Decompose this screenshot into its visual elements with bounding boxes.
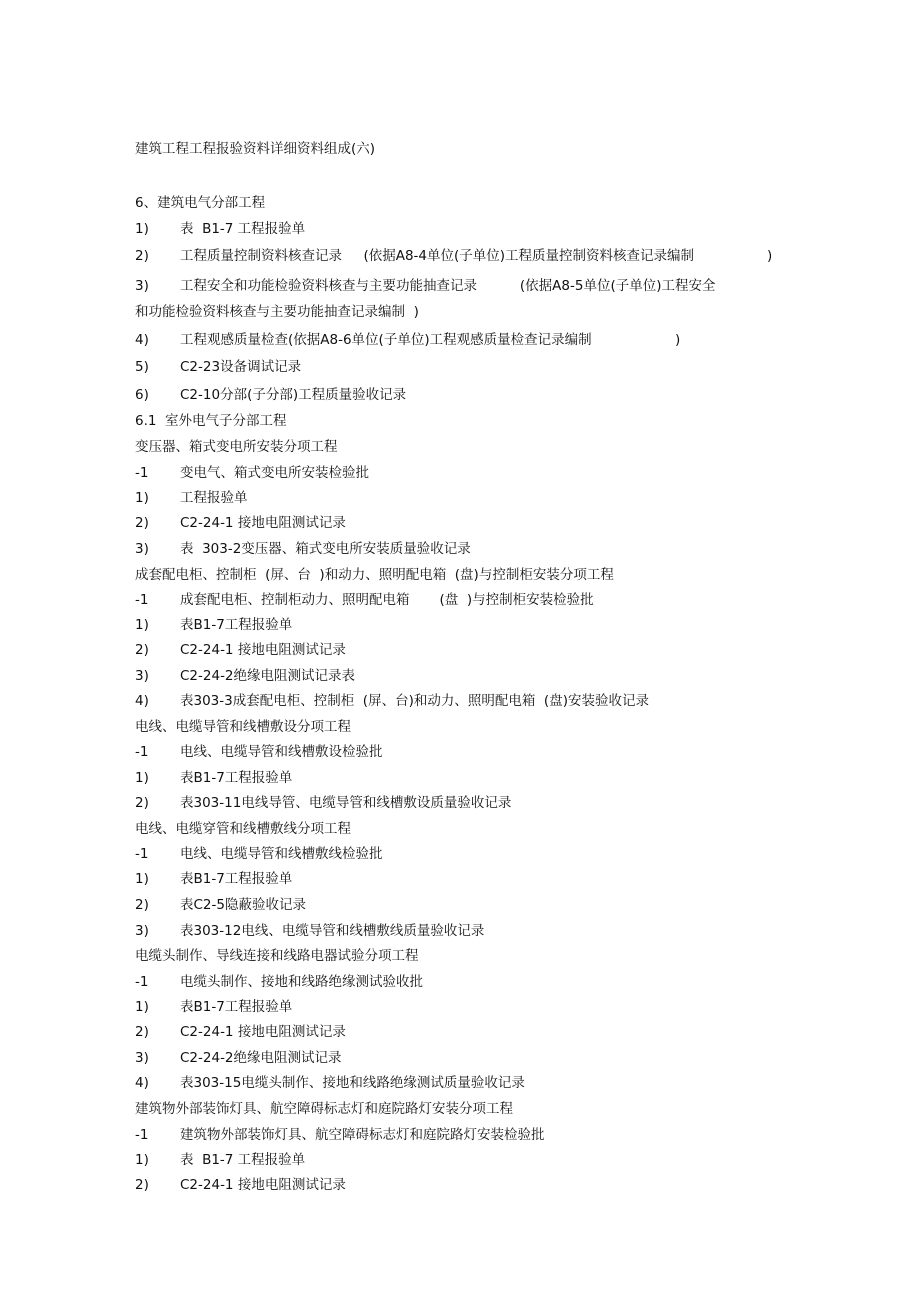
item-text: 建筑物外部装饰灯具、航空障碍标志灯和庭院路灯安装分项工程: [135, 1101, 513, 1117]
item-number: 2): [135, 795, 149, 811]
item-number: 1): [135, 617, 149, 633]
item-number: 1): [135, 490, 149, 506]
item-number: 2): [135, 248, 149, 264]
item-number: 1): [135, 999, 149, 1015]
item-number: 2): [135, 642, 149, 658]
item-number: 2): [135, 1024, 149, 1040]
closing-paren: ): [675, 332, 681, 348]
item-text: C2-10分部(子分部)工程质量验收记录: [180, 387, 407, 403]
item-number: 6): [135, 387, 149, 403]
item-text: 表303-3成套配电柜、控制柜 (屏、台)和动力、照明配电箱 (盘)安装验收记录: [180, 693, 649, 709]
item-number: 3): [135, 541, 149, 557]
item-text: 变电气、箱式变电所安装检验批: [180, 465, 369, 481]
item-number: 3): [135, 278, 149, 294]
item-text: 和功能检验资料核查与主要功能抽查记录编制 ): [135, 304, 419, 320]
item-text: 成套配电柜、控制柜动力、照明配电箱 (盘 )与控制柜安装检验批: [180, 592, 594, 608]
item-text: C2-24-2绝缘电阻测试记录: [180, 1050, 342, 1066]
item-text: 表C2-5隐蔽验收记录: [180, 897, 306, 913]
item-number: 4): [135, 1075, 149, 1091]
item-number: 4): [135, 693, 149, 709]
item-text: 工程报验单: [180, 490, 248, 506]
item-text: 表B1-7工程报验单: [180, 617, 293, 633]
item-text: C2-24-1 接地电阻测试记录: [180, 515, 346, 531]
item-number: 2): [135, 897, 149, 913]
item-text: C2-24-2绝缘电阻测试记录表: [180, 668, 356, 684]
item-text: 电缆头制作、导线连接和线路电器试验分项工程: [135, 948, 419, 964]
item-text: 表B1-7工程报验单: [180, 770, 293, 786]
item-number: -1: [135, 846, 149, 862]
item-text: 表 B1-7 工程报验单: [180, 221, 306, 237]
item-number: 4): [135, 332, 149, 348]
item-text: C2-24-1 接地电阻测试记录: [180, 642, 346, 658]
item-number: 1): [135, 871, 149, 887]
item-number: 1): [135, 221, 149, 237]
item-text: 表B1-7工程报验单: [180, 999, 293, 1015]
item-text: C2-24-1 接地电阻测试记录: [180, 1024, 346, 1040]
item-text: 6.1 室外电气子分部工程: [135, 413, 287, 429]
item-number: 2): [135, 515, 149, 531]
item-text: 表 B1-7 工程报验单: [180, 1152, 306, 1168]
item-text: 表B1-7工程报验单: [180, 871, 293, 887]
item-text: 电线、电缆穿管和线槽敷线分项工程: [135, 821, 351, 837]
item-number: 5): [135, 359, 149, 375]
item-text: 工程安全和功能检验资料核查与主要功能抽查记录 (依据A8-5单位(子单位)工程安全: [180, 278, 716, 294]
item-number: 3): [135, 1050, 149, 1066]
title-text: 建筑工程工程报验资料详细资料组成(六): [135, 141, 376, 157]
item-text: 建筑物外部装饰灯具、航空障碍标志灯和庭院路灯安装检验批: [180, 1127, 545, 1143]
item-text: 变压器、箱式变电所安装分项工程: [135, 439, 338, 455]
item-text: 表303-11电线导管、电缆导管和线槽敷设质量验收记录: [180, 795, 512, 811]
item-number: -1: [135, 974, 149, 990]
item-number: -1: [135, 592, 149, 608]
item-text: 电缆头制作、接地和线路绝缘测试验收批: [180, 974, 423, 990]
item-text: 成套配电柜、控制柜 (屏、台 )和动力、照明配电箱 (盘)与控制柜安装分项工程: [135, 567, 614, 583]
item-text: 表303-12电线、电缆导管和线槽敷线质量验收记录: [180, 923, 485, 939]
item-text: 6、建筑电气分部工程: [135, 195, 266, 211]
item-number: 1): [135, 1152, 149, 1168]
item-text: 电线、电缆导管和线槽敷设分项工程: [135, 719, 351, 735]
item-text: 表303-15电缆头制作、接地和线路绝缘测试质量验收记录: [180, 1075, 525, 1091]
item-number: -1: [135, 744, 149, 760]
item-text: 电线、电缆导管和线槽敷设检验批: [180, 744, 383, 760]
item-number: 3): [135, 668, 149, 684]
item-number: 3): [135, 923, 149, 939]
item-text: 工程质量控制资料核查记录 (依据A8-4单位(子单位)工程质量控制资料核查记录编制: [180, 248, 695, 264]
item-text: C2-24-1 接地电阻测试记录: [180, 1177, 346, 1193]
item-number: -1: [135, 465, 149, 481]
item-number: 2): [135, 1177, 149, 1193]
item-text: 表 303-2变压器、箱式变电所安装质量验收记录: [180, 541, 471, 557]
closing-paren: ): [767, 248, 773, 264]
item-number: -1: [135, 1127, 149, 1143]
item-text: C2-23设备调试记录: [180, 359, 302, 375]
item-text: 工程观感质量检查(依据A8-6单位(子单位)工程观感质量检查记录编制: [180, 332, 592, 348]
item-text: 电线、电缆导管和线槽敷线检验批: [180, 846, 383, 862]
item-number: 1): [135, 770, 149, 786]
